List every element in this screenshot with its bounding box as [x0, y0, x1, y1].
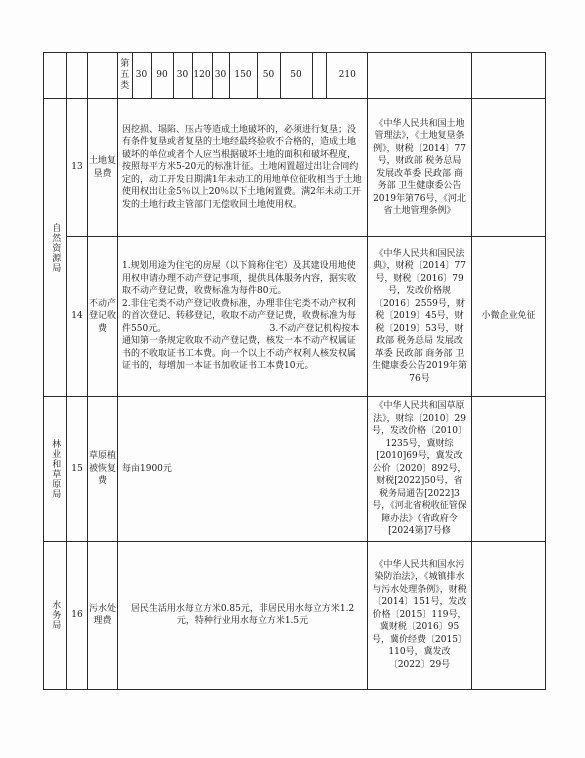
remark — [472, 397, 546, 542]
grade-value: 30 — [173, 53, 192, 98]
row-number: 15 — [67, 397, 88, 542]
policy-basis: 《中华人民共和国土地管理法》，《土地复垦条例》，财税〔2014〕77号，财政部 税务总局 发展改革委 民政部 商务部 卫生健康委公告2019年第76号，《河北省土地管理条例》 — [368, 99, 472, 237]
no-cell-empty — [67, 53, 88, 99]
policy-basis: 《中华人民共和国草原法》，财综〔2010〕29号，发改价格〔2010〕1235号，冀财综[2010]69号，冀发改公价〔2020〕892号，财税[2022]50号，省税务局通告[2022]3号，《河北省税收征管保障办法》（省政府令[2024第]7号修 — [368, 397, 472, 542]
table-row — [44, 541, 546, 689]
fee-item-name: 不动产登记收费 — [88, 237, 118, 397]
grade-value: 30 — [132, 53, 151, 98]
fee-table — [43, 52, 546, 690]
basis-cell-empty — [368, 53, 472, 99]
department-cell: 林业和草原局 — [44, 397, 67, 542]
grade-value: 50 — [257, 53, 280, 98]
table-row — [44, 99, 546, 237]
policy-basis: 《中华人民共和国民法典》，财税〔2014〕77号，财税〔2016〕79号，发改价格规〔2016〕2559号，财税〔2019〕45号，财税〔2019〕53号，财政部 税务总局 发展改革委 民政部 商务部 卫生健康委公告2019年第76号 — [368, 237, 472, 397]
fee-standard: 每亩1900元 — [118, 397, 368, 542]
row-number: 16 — [67, 541, 88, 689]
department-cell: 自然资源局 — [44, 99, 67, 397]
department-cell: 水务局 — [44, 541, 67, 689]
grade-row — [44, 53, 546, 99]
remark: 小微企业免征 — [472, 237, 546, 397]
grade-value: 210 — [338, 70, 356, 81]
fee-standard: 因挖损、塌陷、压占等造成土地破坏的，必须进行复垦；没有条件复垦或者复垦的土地经最终验收不合格的，造成土地破坏的单位或者个人应当根据破坏土地的面积和破坏程度，按照每平方米5-20元的标准计征。土地闲置超过出让合同约定的，动工开发日期满1年未动工的用地单位征收相当于土地使用权出让金5％以上20％以下土地闲置费。满2年未动工开发的土地行政主管部门无偿收回土地使用权。 — [118, 99, 368, 237]
grade-value: 120 — [192, 53, 212, 98]
grade-value: 90 — [151, 53, 173, 98]
grade-inner-table — [118, 53, 368, 98]
note-cell-empty — [472, 53, 546, 99]
grade-value: 50 — [280, 53, 312, 98]
policy-basis: 《中华人民共和国水污染防治法》，《城镇排水与污水处理条例》，财税〔2014〕151号，发改价格〔2015〕119号，冀财税〔2016〕95号，冀价经费〔2015〕110号，冀发改〔2022〕29号 — [368, 541, 472, 689]
remark — [472, 99, 546, 237]
grade-values-cell — [118, 53, 368, 99]
row-number: 13 — [67, 99, 88, 237]
fee-standard: 居民生活用水每立方米0.85元，非居民用水每立方米1.2元，特种行业用水每立方米1.5元 — [118, 541, 368, 689]
table-row — [44, 397, 546, 542]
fee-item-name: 污水处理费 — [88, 541, 118, 689]
fee-item-name: 草原植被恢复费 — [88, 397, 118, 542]
dept-cell-empty — [44, 53, 67, 99]
grade-value: 150 — [229, 53, 257, 98]
fee-item-name: 土地复垦费 — [88, 99, 118, 237]
table-row — [44, 237, 546, 397]
remark — [472, 541, 546, 689]
grade-value — [312, 53, 326, 98]
grade-label: 第五类 — [118, 53, 132, 98]
item-cell-empty — [88, 53, 118, 99]
grade-value: 30 — [212, 53, 229, 98]
row-number: 14 — [67, 237, 88, 397]
fee-standard: 1.规划用途为住宅的房屋（以下简称住宅）及其建设用地使用权申请办理不动产登记事项，提供具体服务内容，据实收取不动产登记费，收费标准为每件80元。 2.非住宅类不动产登记收费标准，办理非住宅类不动产权利的首次登记、转移登记，收取不动产登记费，收费标准为每件550元。 3.不动产登记机构按本通知第一条规定收取不动产登记费，核发一本不动产权属证书的不收取证书工本费。向一个以上不动产权利人核发权属证书的，每增加一本证书加收证书工本费10元。 — [118, 237, 368, 397]
